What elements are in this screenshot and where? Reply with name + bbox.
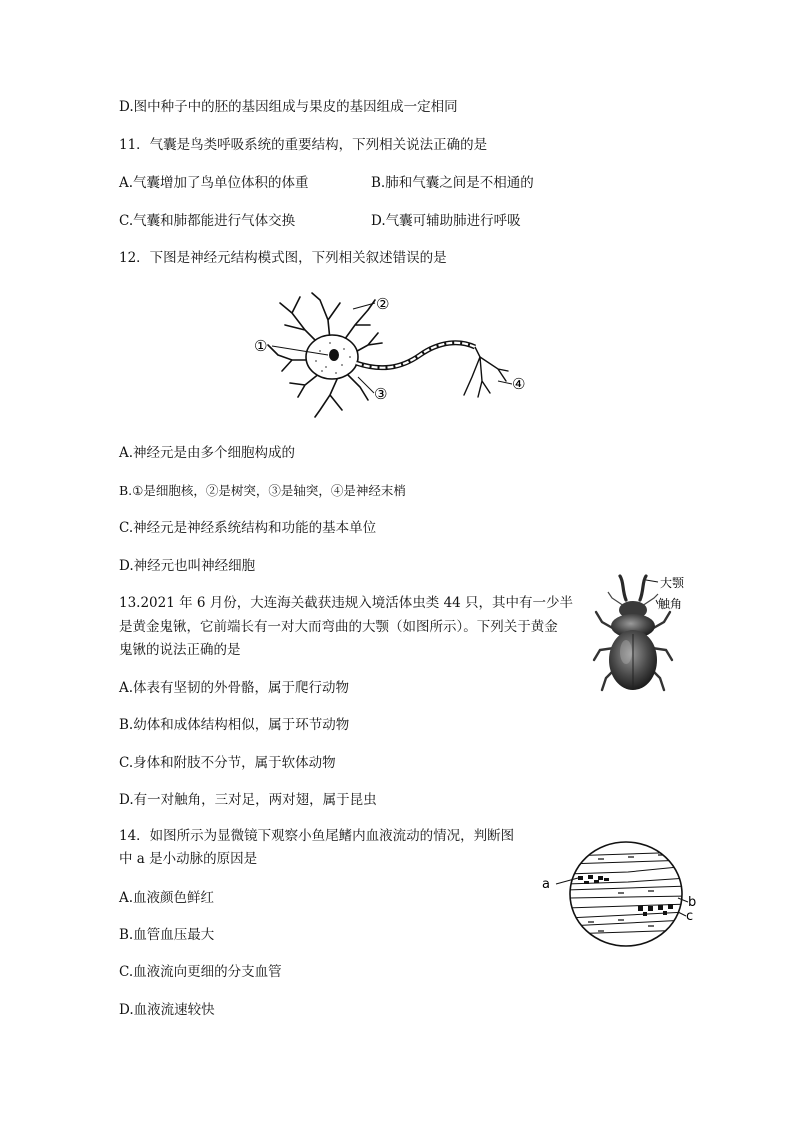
q11-option-d: D.气囊可辅助肺进行呼吸 [371,213,521,229]
vessel-label-b: b [688,895,697,910]
q13-stem-line2: 是黄金鬼锹，它前端长有一对大而弯曲的大颚（如图所示）。下列关于黄金 [119,619,558,635]
q12-option-b: B.①是细胞核，②是树突，③是轴突，④是神经末梢 [119,483,406,498]
neuron-diagram [250,285,540,420]
q11-option-a: A.气囊增加了鸟单位体积的体重 [119,175,309,191]
q14-option-d: D.血液流速较快 [119,1002,215,1018]
beetle-label-antenna: 触角 [658,597,683,611]
neuron-label-4: ④ [512,375,526,393]
q11-stem: 11．气囊是鸟类呼吸系统的重要结构，下列相关说法正确的是 [119,137,488,153]
q12-stem: 12．下图是神经元结构模式图，下列相关叙述错误的是 [119,250,447,266]
q12-option-a: A.神经元是由多个细胞构成的 [119,445,296,461]
q14-option-b: B.血管血压最大 [119,927,215,943]
q14-stem-line2: 中 a 是小动脉的原因是 [119,851,258,867]
q13-option-c: C.身体和附肢不分节，属于软体动物 [119,755,336,771]
q14-stem-line1: 14．如图所示为显微镜下观察小鱼尾鳍内血液流动的情况，判断图 [119,828,515,844]
q13-stem-line1: 13.2021 年 6 月份，大连海关截获违规入境活体虫类 44 只，其中有一少半 [119,595,574,611]
vessel-label-c: c [686,909,694,924]
q13-option-a: A.体表有坚韧的外骨骼，属于爬行动物 [119,680,350,696]
q13-option-d: D.有一对触角，三对足，两对翅，属于昆虫 [119,792,377,808]
neuron-label-1: ① [254,337,268,355]
neuron-label-2: ② [376,295,390,313]
q13-option-b: B.幼体和成体结构相似，属于环节动物 [119,717,350,733]
blood-flow-figure [538,838,698,953]
nucleus [329,349,339,361]
q11-option-c: C.气囊和肺都能进行气体交换 [119,213,296,229]
q12-option-d: D.神经元也叫神经细胞 [119,558,256,574]
q11-option-b: B.肺和气囊之间是不相通的 [371,175,534,191]
q13-stem-line3: 鬼锹的说法正确的是 [119,642,241,658]
neuron-label-3: ③ [374,385,388,403]
q14-option-a: A.血液颜色鲜红 [119,890,215,906]
vessel-label-a: a [542,877,550,892]
q14-option-c: C.血液流向更细的分支血管 [119,964,282,980]
q12-option-c: C.神经元是神经系统结构和功能的基本单位 [119,520,377,536]
q10-option-d: D.图中种子中的胚的基因组成与果皮的基因组成一定相同 [119,99,458,115]
beetle-label-jaw: 大颚 [660,576,685,590]
beetle-figure [588,572,708,702]
